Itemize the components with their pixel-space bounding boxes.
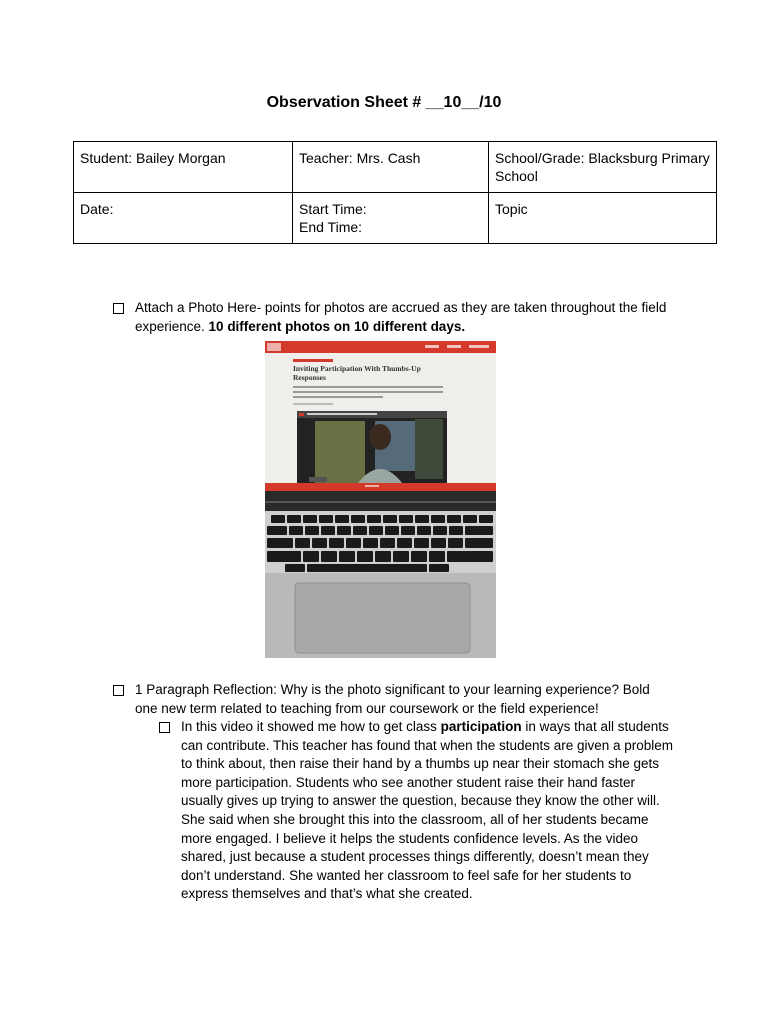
time-cell [293,193,489,244]
topic-cell: Topic [489,193,717,244]
checkbox-icon [159,722,170,733]
start-time-label: Start Time: [299,201,367,217]
photo-headline: Inviting Participation With Thumbs-Up Responses [293,364,421,382]
photo-instruction [135,299,675,336]
checkbox-icon [113,303,124,314]
reflection-instruction: 1 Paragraph Reflection: Why is the photo significant to your learning experience? Bold one new term related to teaching from our coursework or the field experience! [135,682,650,716]
reflection-bold-term: participation [440,719,522,734]
laptop-photo [265,341,496,658]
reflection-text-after: in ways that all students can contribute. This teacher has found that when the students are given a problem to think about, then raise their hand by a thumbs up near their stomach she gets more participation. Students who see another student raise their hand faster usually gives up trying to answer the question, because they know the other will. She said when she brought this into the classroom, all of her students became more engaged. I believe it helps the students confidence levels. As the video shared, just because a student processes things differently, doesn’t mean they don’t understand. She wanted her classroom to feel safe for her students to express themselves and that’s what she created. [181,719,674,902]
reflection-paragraph [181,718,679,904]
school-grade-cell: School/Grade: Blacksburg Primary School [489,142,717,193]
photo-instruction-bold: 10 different photos on 10 different days. [208,318,466,334]
info-table [73,141,717,244]
photo-instruction-text: Attach a Photo Here- points for photos are accrued as they are taken throughout the field experience. [135,300,667,334]
page-title: Observation Sheet # __10__/10 [266,94,502,111]
info-row-1 [74,142,717,193]
info-row-2 [74,193,717,244]
checkbox-icon [113,685,124,696]
teacher-cell: Teacher: Mrs. Cash [293,142,489,193]
date-cell: Date: [74,193,293,244]
end-time-label: End Time: [299,219,363,235]
student-cell: Student: Bailey Morgan [74,142,293,193]
reflection-text-before: In this video it showed me how to get class [181,719,441,734]
